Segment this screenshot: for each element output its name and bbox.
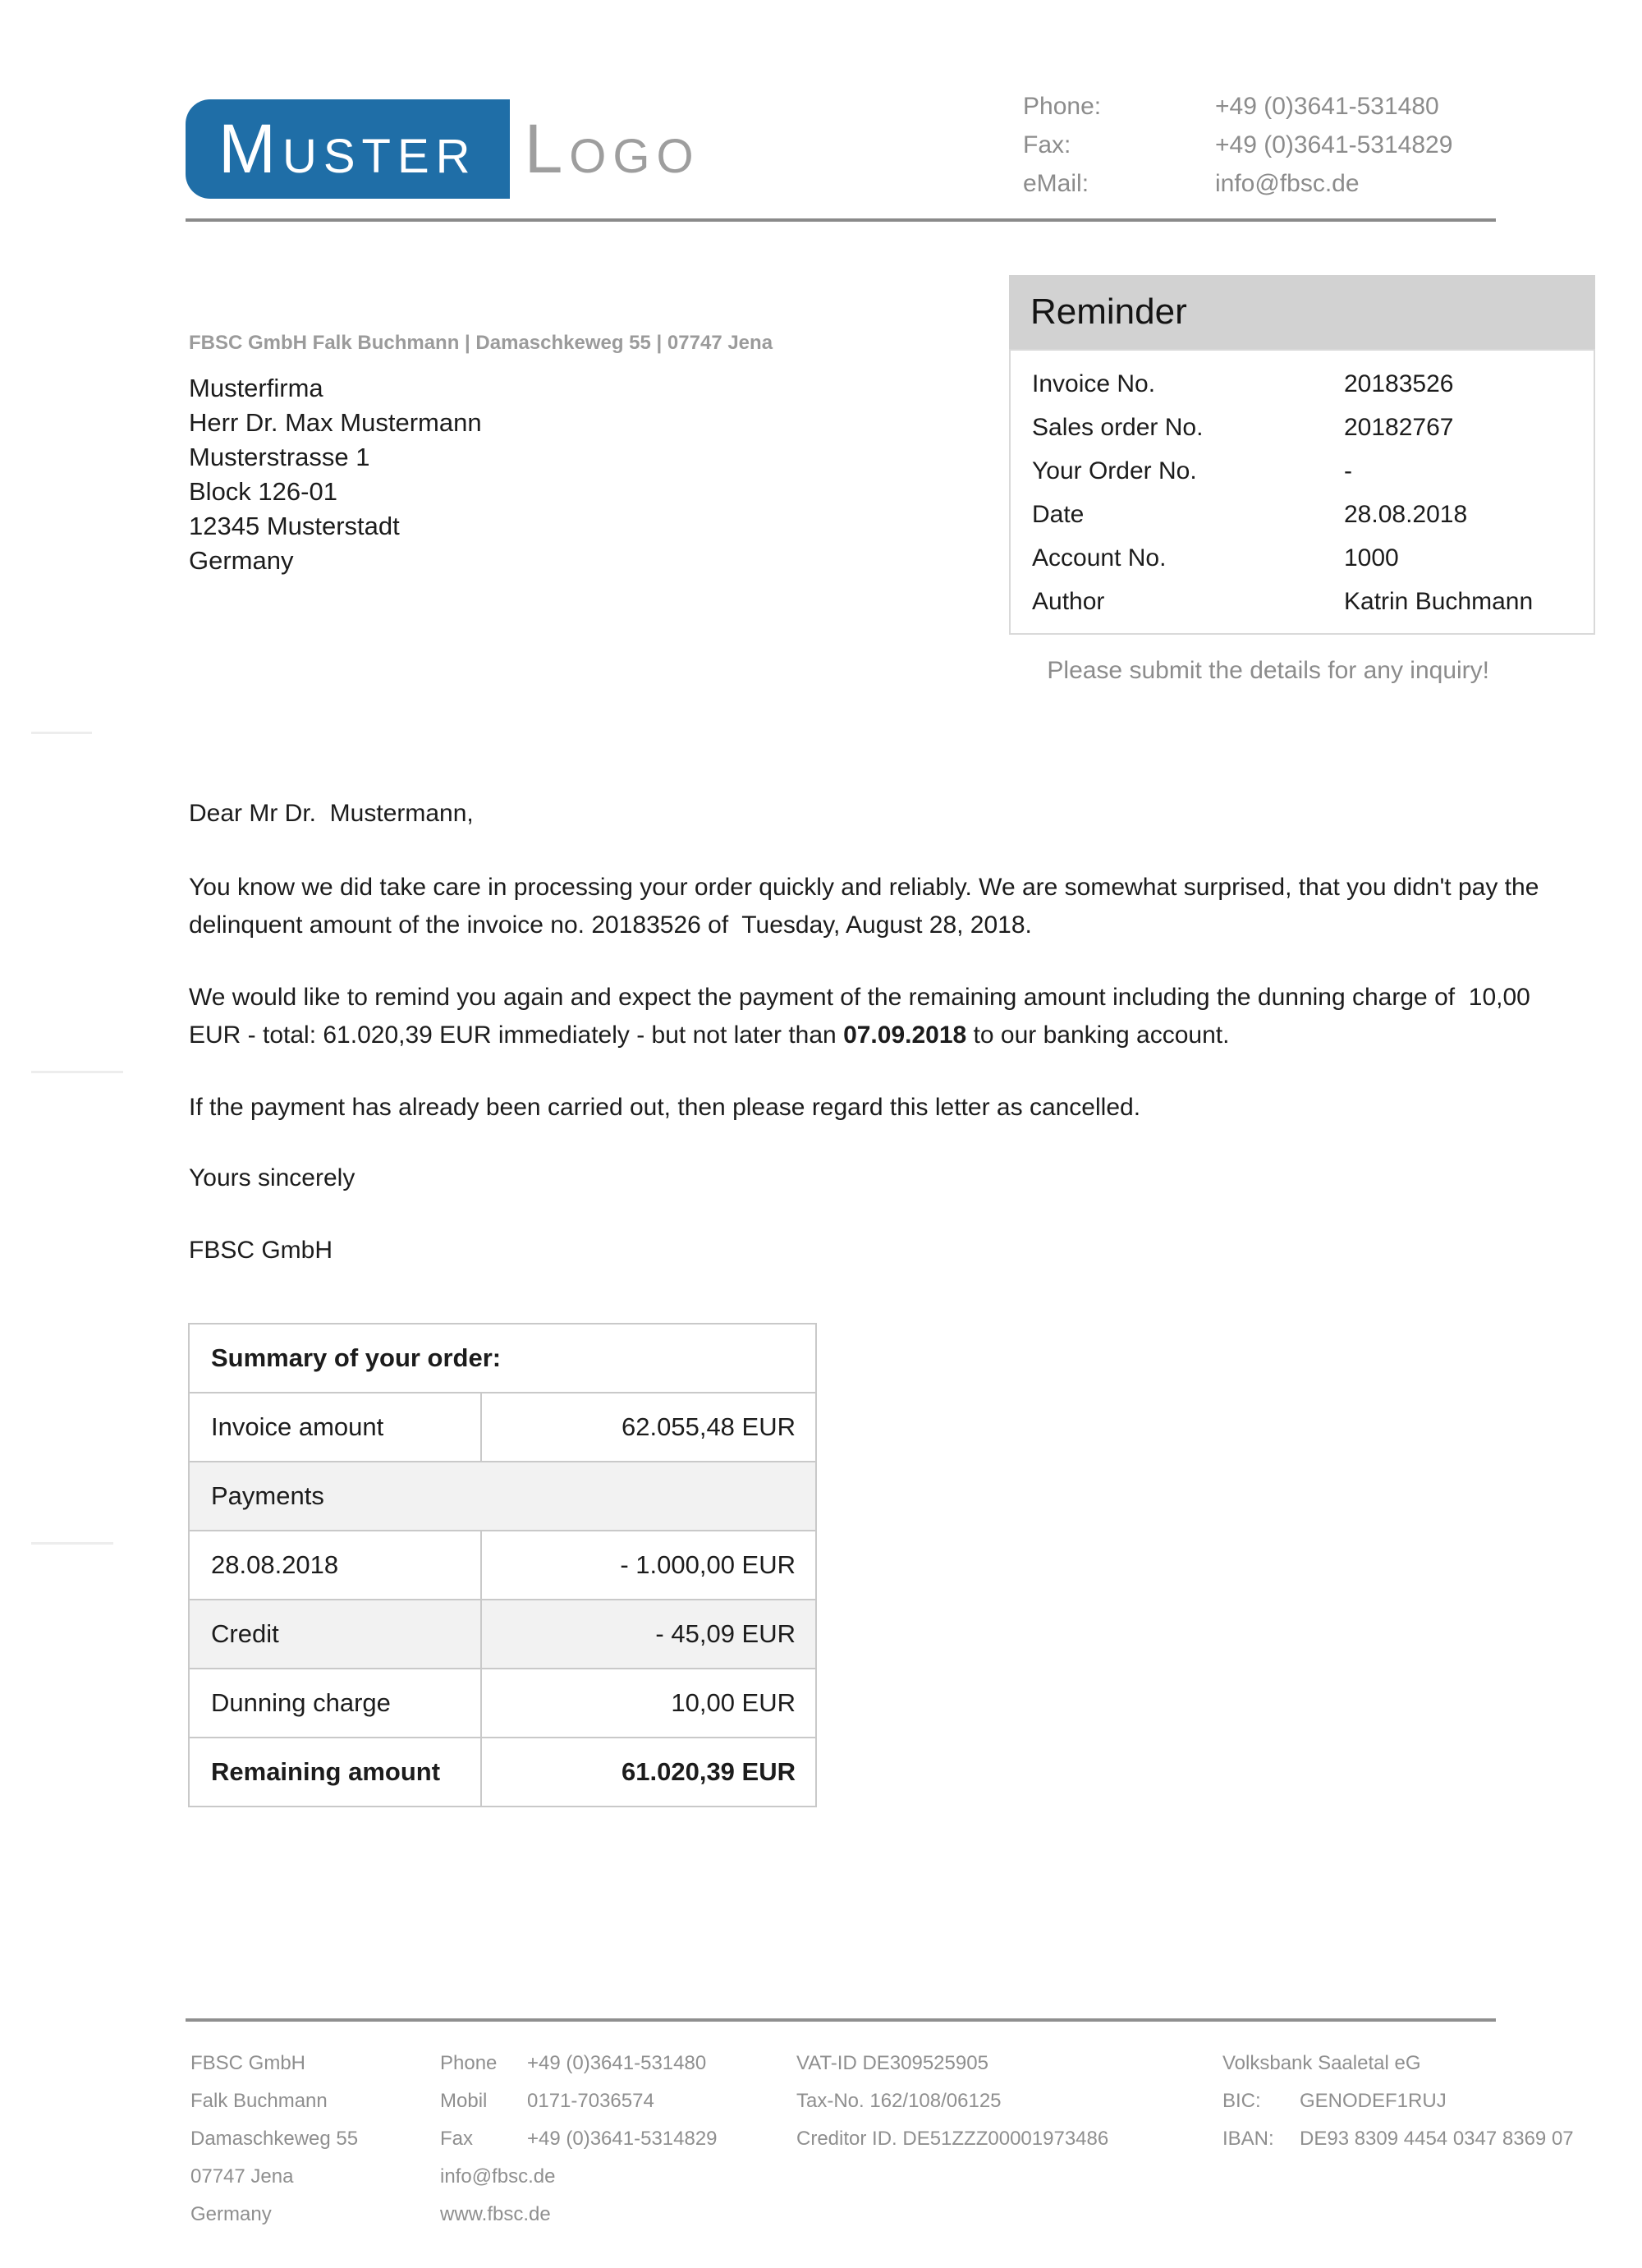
- payment-date-row: [189, 1531, 816, 1600]
- footer-owner-name: Falk Buchmann: [190, 2090, 328, 2112]
- summary-title: Summary of your order:: [189, 1324, 816, 1393]
- payment-date-label: 28.08.2018: [189, 1531, 481, 1600]
- date-label: Date: [1032, 501, 1085, 528]
- footer-mobile-label: Mobil: [440, 2090, 488, 2112]
- footer-contact-column: [440, 2045, 718, 2234]
- header-email-row: [1023, 164, 1452, 203]
- reminder-info-box: [1009, 275, 1595, 635]
- remaining-amount-row: [189, 1738, 816, 1807]
- payments-section-row: [189, 1462, 816, 1531]
- invoice-amount-label: Invoice amount: [189, 1393, 481, 1462]
- credit-label: Credit: [189, 1600, 481, 1669]
- dunning-charge-label: Dunning charge: [189, 1669, 481, 1738]
- footer-vat-id: VAT-ID DE309525905: [796, 2052, 988, 2074]
- order-summary-table: [188, 1323, 817, 1807]
- footer-city: 07747 Jena: [190, 2165, 294, 2188]
- paragraph-3: If the payment has already been carried out, then please regard this letter as cancelled.: [189, 1094, 1141, 1121]
- invoice-no-value: 20183526: [1344, 370, 1454, 397]
- footer-email: info@fbsc.de: [440, 2165, 556, 2188]
- email-label: eMail:: [1023, 170, 1089, 197]
- fax-label: Fax:: [1023, 131, 1071, 158]
- logo-muster-block: [186, 99, 510, 199]
- footer-iban-row: [1222, 2120, 1574, 2158]
- sales-order-no-value: 20182767: [1344, 414, 1454, 441]
- footer-bic-label: BIC:: [1222, 2090, 1261, 2112]
- footer-street: Damaschkeweg 55: [190, 2128, 359, 2150]
- invoice-no-row: [1032, 362, 1594, 406]
- sales-order-no-row: [1032, 406, 1594, 449]
- phone-label: Phone:: [1023, 93, 1102, 120]
- footer-phone-value: +49 (0)3641-531480: [527, 2052, 707, 2074]
- credit-value: - 45,09 EUR: [481, 1600, 816, 1669]
- paragraph-2-pre: We would like to remind you again and expect the payment of the remaining amount including the dunning charge of 10,00 EUR - total: 61.020,39 EUR immediately - but not later than: [189, 984, 1538, 1049]
- footer-iban-label: IBAN:: [1222, 2128, 1274, 2150]
- fax-value: +49 (0)3641-5314829: [1215, 131, 1453, 158]
- header-phone-row: [1023, 87, 1452, 126]
- payments-section-label: Payments: [189, 1462, 816, 1531]
- recipient-block: Block 126-01: [189, 477, 337, 506]
- footer-tax-column: [796, 2045, 1108, 2158]
- recipient-address-block: [189, 371, 482, 578]
- account-no-value: 1000: [1344, 544, 1399, 572]
- closing: Yours sincerely: [189, 1164, 355, 1191]
- fold-mark-top: [31, 732, 92, 734]
- fold-mark-middle: [31, 1071, 123, 1073]
- footer-tax-no: Tax-No. 162/108/06125: [796, 2090, 1002, 2112]
- recipient-country: Germany: [189, 546, 294, 575]
- footer-fax-label: Fax: [440, 2128, 474, 2150]
- your-order-no-label: Your Order No.: [1032, 457, 1197, 484]
- footer-creditor-id: Creditor ID. DE51ZZZ00001973486: [796, 2128, 1109, 2150]
- account-no-label: Account No.: [1032, 544, 1167, 572]
- footer-bank-column: [1222, 2045, 1574, 2158]
- footer-bic-row: [1222, 2082, 1574, 2120]
- payment-date-value: - 1.000,00 EUR: [481, 1531, 816, 1600]
- footer-bank-name: Volksbank Saaletal eG: [1222, 2052, 1421, 2074]
- paragraph-2: [189, 979, 1552, 1054]
- footer-phone-row: [440, 2045, 718, 2082]
- company-logo: [186, 109, 700, 189]
- footer-mobile-value: 0171-7036574: [527, 2090, 654, 2112]
- logo-logo-block: [510, 110, 700, 187]
- footer-website: www.fbsc.de: [440, 2203, 551, 2225]
- payment-deadline-date: 07.09.2018: [843, 1022, 967, 1049]
- email-value: info@fbsc.de: [1215, 170, 1360, 197]
- recipient-street: Musterstrasse 1: [189, 443, 370, 471]
- author-value: Katrin Buchmann: [1344, 588, 1534, 615]
- your-order-no-row: [1032, 449, 1594, 493]
- invoice-amount-value: 62.055,48 EUR: [481, 1393, 816, 1462]
- invoice-no-label: Invoice No.: [1032, 370, 1156, 397]
- document-title: Reminder: [1009, 275, 1595, 349]
- footer-divider-line: [186, 2018, 1496, 2022]
- footer-bic-value: GENODEF1RUJ: [1300, 2090, 1447, 2112]
- author-label: Author: [1032, 588, 1105, 615]
- logo-muster-rest: USTER: [282, 130, 477, 183]
- remaining-amount-label: Remaining amount: [189, 1738, 481, 1807]
- recipient-name: Herr Dr. Max Mustermann: [189, 408, 482, 437]
- recipient-company: Musterfirma: [189, 374, 323, 402]
- date-row: [1032, 493, 1594, 536]
- paragraph-1: You know we did take care in processing your order quickly and reliably. We are somewhat surprised, that you didn't pay the delinquent amount of the invoice no. 20183526 of Tuesday, August 28, 2018.: [189, 874, 1546, 939]
- header-divider-line: [186, 218, 1496, 222]
- footer-country: Germany: [190, 2203, 272, 2225]
- summary-title-row: [189, 1324, 816, 1393]
- header-fax-row: [1023, 126, 1452, 164]
- footer-fax-value: +49 (0)3641-5314829: [527, 2128, 718, 2150]
- reminder-info-body: [1009, 349, 1595, 635]
- invoice-amount-row: [189, 1393, 816, 1462]
- footer-phone-label: Phone: [440, 2052, 498, 2074]
- date-value: 28.08.2018: [1344, 501, 1468, 528]
- fold-mark-bottom: [31, 1542, 113, 1545]
- paragraph-2-post: to our banking account.: [966, 1022, 1230, 1049]
- logo-logo-initial: L: [524, 110, 570, 187]
- remaining-amount-value: 61.020,39 EUR: [481, 1738, 816, 1807]
- footer-company-column: [190, 2045, 358, 2234]
- footer-iban-value: DE93 8309 4454 0347 8369 07: [1300, 2128, 1574, 2150]
- recipient-city: 12345 Musterstadt: [189, 512, 400, 540]
- author-row: [1032, 580, 1594, 623]
- dunning-charge-row: [189, 1669, 816, 1738]
- your-order-no-value: -: [1344, 457, 1352, 484]
- footer-fax-row: [440, 2120, 718, 2158]
- sender-return-address-line: FBSC GmbH Falk Buchmann | Damaschkeweg 55 | 07747 Jena: [189, 332, 773, 354]
- signature-company: FBSC GmbH: [189, 1237, 333, 1264]
- dunning-charge-value: 10,00 EUR: [481, 1669, 816, 1738]
- footer-mobile-row: [440, 2082, 718, 2120]
- sales-order-no-label: Sales order No.: [1032, 414, 1204, 441]
- logo-muster-initial: M: [218, 110, 282, 187]
- credit-row: [189, 1600, 816, 1669]
- header-contact-block: [1023, 87, 1452, 203]
- footer-company-name: FBSC GmbH: [190, 2052, 306, 2074]
- salutation: Dear Mr Dr. Mustermann,: [189, 800, 474, 827]
- phone-value: +49 (0)3641-531480: [1215, 93, 1439, 120]
- logo-logo-rest: OGO: [569, 130, 700, 183]
- account-no-row: [1032, 536, 1594, 580]
- inquiry-note: Please submit the details for any inquiry!: [1047, 657, 1489, 684]
